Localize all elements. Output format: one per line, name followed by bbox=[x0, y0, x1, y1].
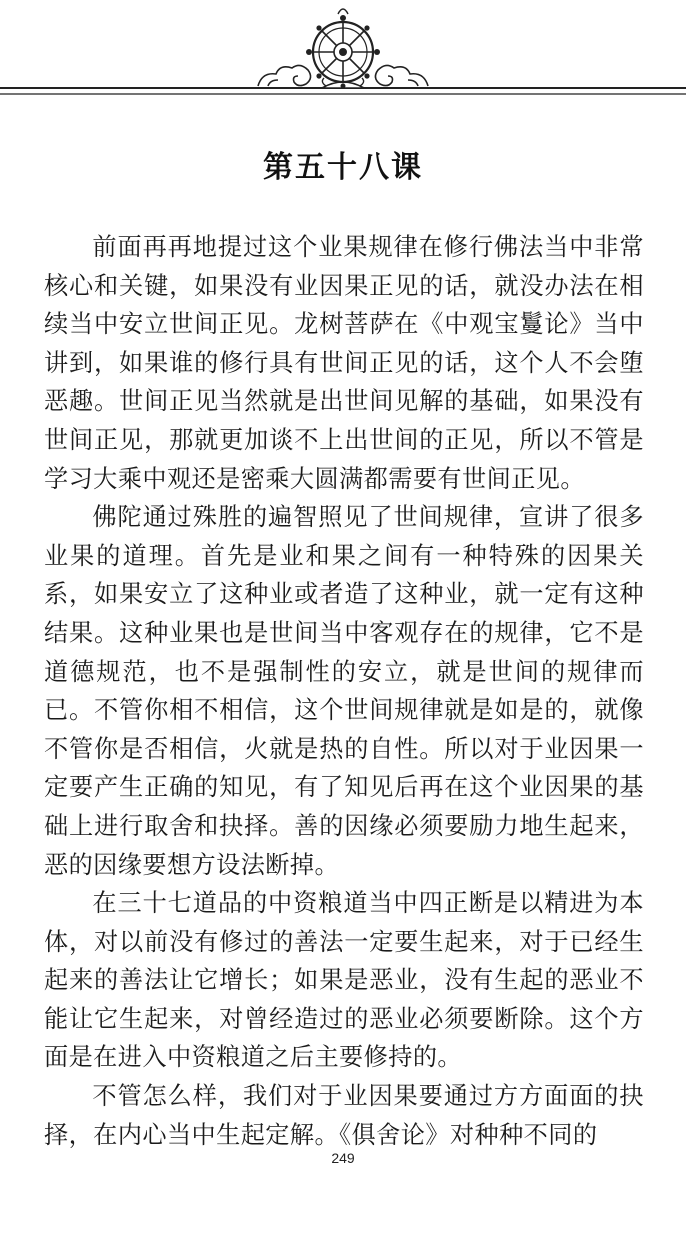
cloud-scroll-left-icon bbox=[258, 65, 311, 86]
page-number: 249 bbox=[331, 1150, 355, 1166]
lesson-title: 第五十八课 bbox=[263, 150, 423, 185]
cloud-scroll-right-icon bbox=[375, 65, 428, 86]
paragraph: 在三十七道品的中资粮道当中四正断是以精进为本体，对以前没有修过的善法一定要生起来，对于已经生起来的善法让它增长；如果是恶业，没有生起的恶业不能让它生起来，对曾经造过的恶业必须要断除。这个方面是在进入中资粮道之后主要修持的。 bbox=[44, 889, 644, 1072]
header-ornament bbox=[0, 0, 686, 110]
header-rule bbox=[0, 88, 686, 94]
paragraph: 不管怎么样，我们对于业因果要通过方方面面的抉择，在内心当中生起定解。《俱舍论》对种种不同的 bbox=[44, 1082, 644, 1149]
dharma-wheel-icon bbox=[306, 9, 380, 89]
paragraph: 佛陀通过殊胜的遍智照见了世间规律，宣讲了很多业果的道理。首先是业和果之间有一种特殊的因果关系，如果安立了这种业或者造了这种业，就一定有这种结果。这种业果也是世间当中客观存在的规律，它不是道德规范，也不是强制性的安立，就是世间的规律而已。不管你相不相信，这个世间规律就是如是的，就像不管你是否相信，火就是热的自性。所以对于业因果一定要产生正确的知见，有了知见后再在这个业因果的基础上进行取舍和抉择。善的因缘必须要励力地生起来，恶的因缘要想方设法断掉。 bbox=[44, 503, 644, 879]
paragraph: 前面再再地提过这个业果规律在修行佛法当中非常核心和关键，如果没有业因果正见的话，就没办法在相续当中安立世间正见。龙树菩萨在《中观宝鬘论》当中讲到，如果谁的修行具有世间正见的话，这个人不会堕恶趣。世间正见当然就是出世间见解的基础，如果没有世间正见，那就更加谈不上出世间的正见，所以不管是学习大乘中观还是密乘大圆满都需要有世间正见。 bbox=[44, 233, 644, 493]
body-text bbox=[44, 228, 644, 1154]
